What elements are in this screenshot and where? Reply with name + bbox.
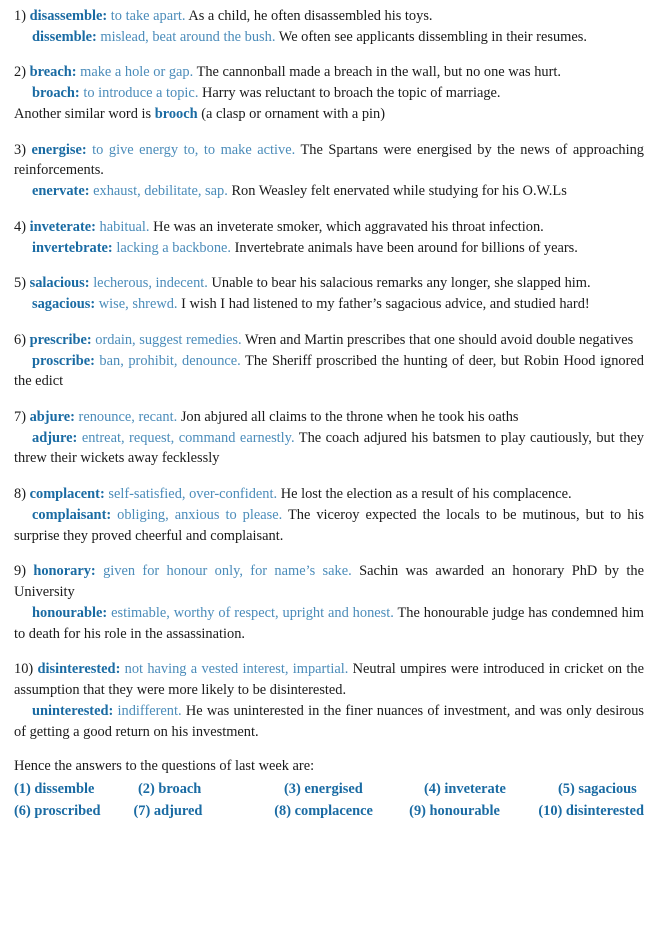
example-sentence: The cannonball made a breach in the wall, but no one was hurt. <box>196 64 562 81</box>
word-pair-entry <box>14 407 644 469</box>
definition: to take apart. <box>110 8 186 24</box>
example-sentence: The Spartans were energised by the news of approaching reinforcements. <box>14 141 644 179</box>
example-sentence: Neutral umpires were introduced in cricket on the assumption that they were more likely to be disinterested. <box>14 661 644 699</box>
word-definition-line <box>14 603 644 644</box>
definition: lacking a backbone. <box>116 239 232 256</box>
entry-number: 3) <box>14 141 26 158</box>
entry-number: 4) <box>14 218 26 235</box>
headword: honourable: <box>32 604 108 621</box>
headword: sagacious: <box>32 296 96 313</box>
example-sentence: Wren and Martin prescribes that one should avoid double negatives <box>244 331 634 348</box>
word-pair-entry <box>14 561 644 644</box>
headword: salacious: <box>29 275 90 292</box>
entry-note-suffix: (a clasp or ornament with a pin) <box>197 105 386 122</box>
word-definition-line <box>14 428 644 469</box>
answers-spacer <box>14 742 644 756</box>
example-sentence: Sachin was awarded an honorary PhD by the University <box>14 563 644 601</box>
entry-number: 9) <box>14 563 26 580</box>
headword: dissemble: <box>32 28 97 45</box>
definition: self-satisfied, over-confident. <box>108 486 278 503</box>
definition: indifferent. <box>117 702 182 719</box>
headword: disassemble: <box>29 8 108 24</box>
entry-number: 1) <box>14 8 26 24</box>
answer-item: (6) proscribed <box>14 802 101 819</box>
word-definition-line <box>14 140 644 181</box>
headword: breach: <box>29 64 77 81</box>
word-pair-entry <box>14 62 644 124</box>
word-definition-line <box>14 217 644 238</box>
word-definition-line <box>14 294 644 315</box>
word-definition-line <box>14 701 644 742</box>
definition: ban, prohibit, denounce. <box>99 352 241 369</box>
word-pair-entry <box>14 217 644 258</box>
entry-number: 5) <box>14 275 26 292</box>
answer-item: (10) disinterested <box>538 802 644 819</box>
definition: renounce, recant. <box>78 409 178 426</box>
word-pair-entry <box>14 484 644 546</box>
example-sentence: The viceroy expected the locals to be mutinous, but to his surprise they proved cheerful and complaisant. <box>14 506 644 544</box>
definition: mislead, beat around the bush. <box>100 28 276 45</box>
headword: broach: <box>32 85 80 102</box>
word-definition-line <box>14 27 644 48</box>
word-pair-entry <box>14 659 644 742</box>
example-sentence: Invertebrate animals have been around for billions of years. <box>234 239 578 256</box>
word-definition-line <box>14 6 644 27</box>
entry-number: 6) <box>14 331 26 348</box>
example-sentence: Ron Weasley felt enervated while studying for his O.W.Ls <box>231 183 567 200</box>
answers-row <box>14 801 644 823</box>
headword: energise: <box>31 141 87 158</box>
headword: inveterate: <box>29 218 96 235</box>
definition: to introduce a topic. <box>83 85 199 102</box>
answer-item: (5) sagacious <box>558 781 637 798</box>
definition: entreat, request, command earnestly. <box>81 429 295 446</box>
word-pair-entry <box>14 6 644 47</box>
definition: lecherous, indecent. <box>93 275 208 292</box>
word-definition-line <box>14 505 644 546</box>
definition: exhaust, debilitate, sap. <box>93 183 228 200</box>
entry-number: 8) <box>14 486 26 503</box>
example-sentence: Unable to bear his salacious remarks any longer, she slapped him. <box>211 275 591 292</box>
word-definition-line <box>14 407 644 428</box>
answer-item: (3) energised <box>284 781 363 798</box>
example-sentence: The honourable judge has condemned him to death for his role in the assassination. <box>14 604 644 642</box>
answers-row <box>14 779 644 801</box>
headword: uninterested: <box>32 702 114 719</box>
word-definition-line <box>14 62 644 83</box>
definition: to give energy to, to make active. <box>92 141 296 158</box>
example-sentence: Harry was reluctant to broach the topic of marriage. <box>202 85 501 102</box>
headword: enervate: <box>32 183 90 200</box>
example-sentence: Jon abjured all claims to the throne when he took his oaths <box>180 409 519 426</box>
word-definition-line <box>14 561 644 602</box>
word-pair-entry <box>14 330 644 392</box>
headword: adjure: <box>32 429 78 446</box>
definition: estimable, worthy of respect, upright and honest. <box>111 604 394 621</box>
answers-grid <box>14 779 644 822</box>
example-sentence: As a child, he often disassembled his toys. <box>188 8 433 24</box>
example-sentence: The coach adjured his batsmen to play cautiously, but they threw their wickets away fecklessly <box>14 429 644 467</box>
headword: disinterested: <box>37 661 121 678</box>
word-definition-line <box>14 351 644 392</box>
entry-note-prefix: Another similar word is <box>14 105 155 122</box>
answers-intro: Hence the answers to the questions of last week are: <box>14 758 315 775</box>
headword: abjure: <box>29 409 75 426</box>
word-definition-line <box>14 83 644 104</box>
definition: not having a vested interest, impartial. <box>124 661 349 678</box>
answer-item: (1) dissemble <box>14 781 95 798</box>
answer-item: (2) broach <box>138 781 202 798</box>
definition: wise, shrewd. <box>98 296 178 313</box>
headword: honorary: <box>33 563 96 580</box>
example-sentence: He was an inveterate smoker, which aggravated his throat infection. <box>153 218 544 235</box>
definition: ordain, suggest remedies. <box>95 331 242 348</box>
answer-item: (7) adjured <box>133 802 203 819</box>
word-definition-line <box>14 659 644 700</box>
entry-number: 7) <box>14 409 26 426</box>
headword: proscribe: <box>32 352 95 369</box>
entry-number: 2) <box>14 64 26 81</box>
definition: habitual. <box>99 218 150 235</box>
headword: complacent: <box>29 486 105 503</box>
example-sentence: I wish I had listened to my father’s sagacious advice, and studied hard! <box>181 296 590 313</box>
example-sentence: The Sheriff proscribed the hunting of deer, but Robin Hood ignored the edict <box>14 352 644 390</box>
answer-item: (8) complacence <box>274 802 373 819</box>
word-pair-entries <box>14 6 644 742</box>
definition: given for honour only, for name’s sake. <box>103 563 352 580</box>
word-definition-line <box>14 181 644 202</box>
word-definition-line <box>14 330 644 351</box>
word-definition-line <box>14 484 644 505</box>
headword: prescribe: <box>29 331 92 348</box>
example-sentence: He was uninterested in the finer nuances of investment, and was only desirous of getting a good return on his investment. <box>14 702 644 740</box>
definition: obliging, anxious to please. <box>117 506 283 523</box>
entry-note-word: brooch <box>154 105 198 122</box>
headword: complaisant: <box>32 506 112 523</box>
definition: make a hole or gap. <box>80 64 194 81</box>
entry-note <box>14 104 644 125</box>
entry-number: 10) <box>14 661 34 678</box>
word-pair-entry <box>14 273 644 314</box>
headword: invertebrate: <box>32 239 113 256</box>
answer-item: (9) honourable <box>409 802 500 819</box>
word-pair-entry <box>14 140 644 202</box>
word-definition-line <box>14 273 644 294</box>
example-sentence: We often see applicants dissembling in their resumes. <box>278 28 587 45</box>
word-definition-line <box>14 238 644 259</box>
answer-item: (4) inveterate <box>424 781 506 798</box>
example-sentence: He lost the election as a result of his complacence. <box>280 486 572 503</box>
